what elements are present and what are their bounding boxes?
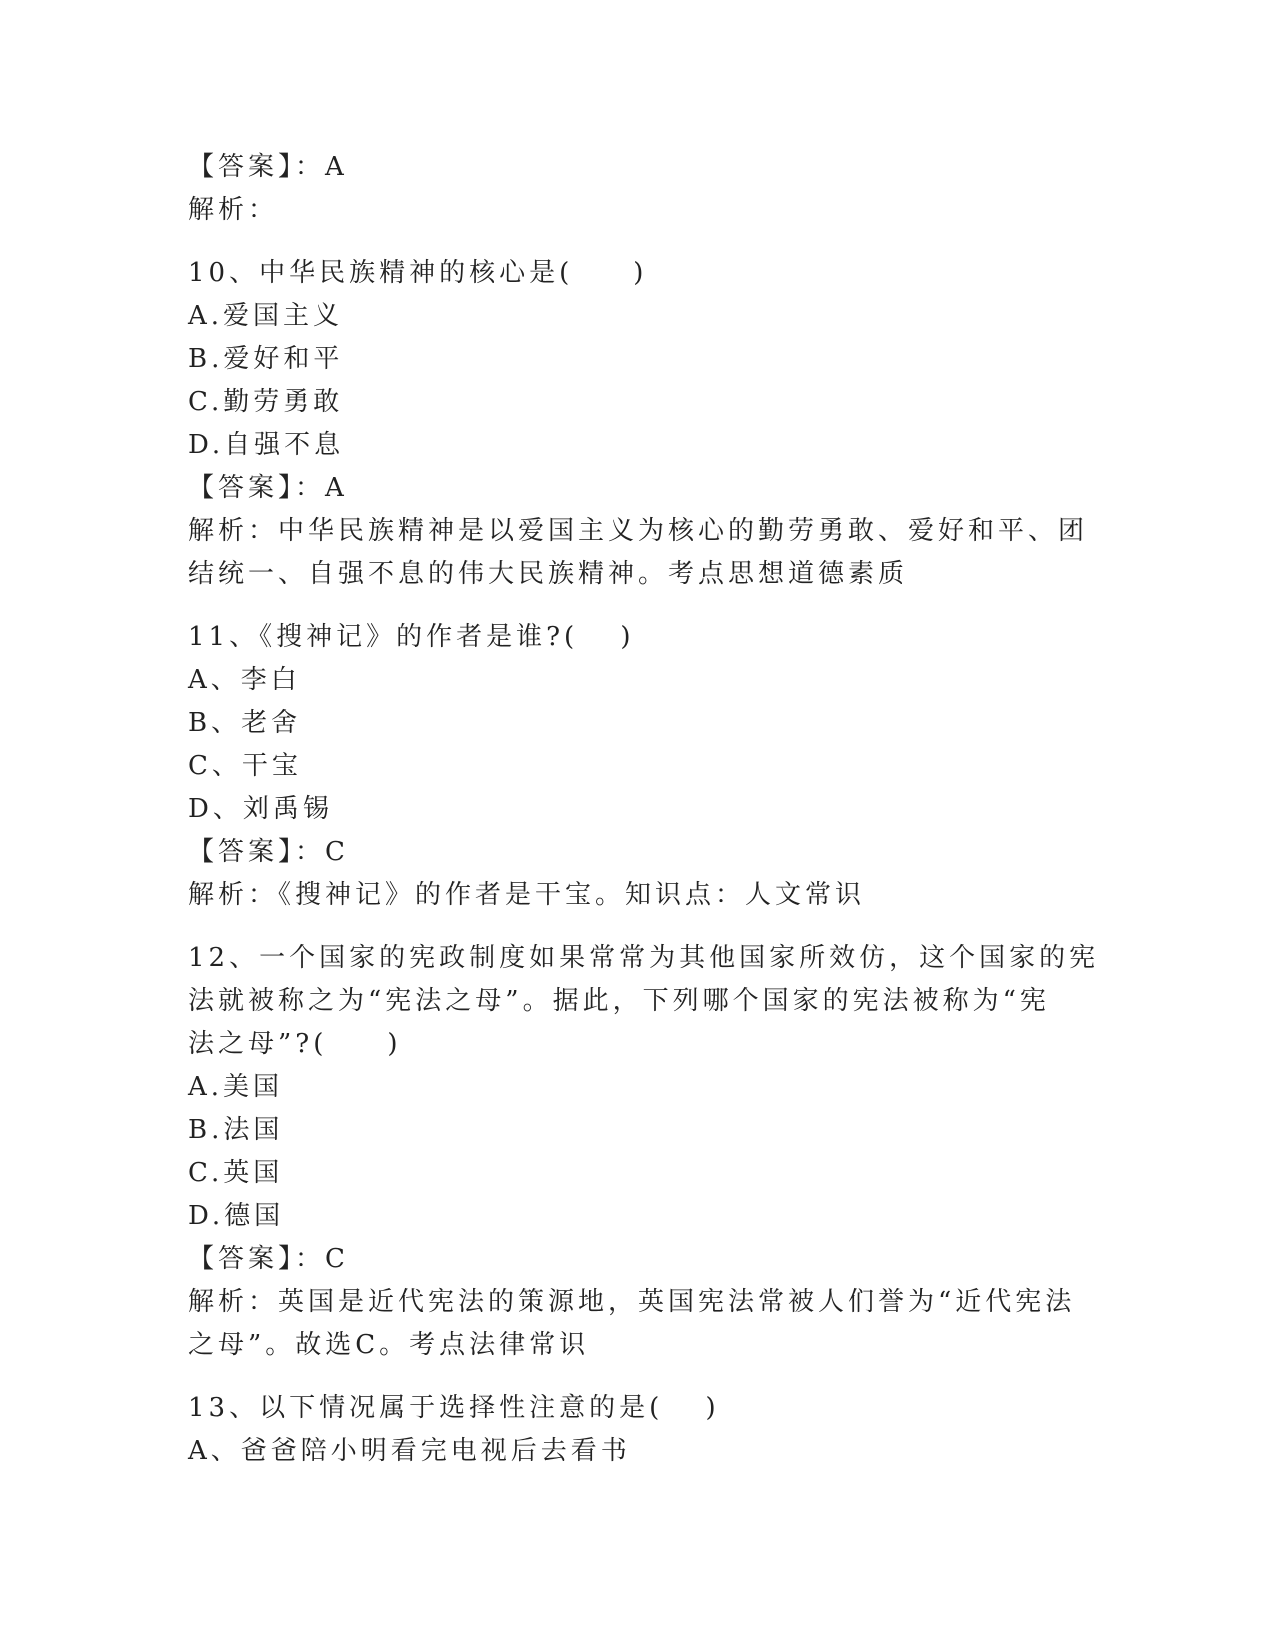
question-13 [188, 1387, 1058, 1473]
analysis-line: 解析：《搜神记》的作者是干宝。知识点：人文常识 [188, 880, 866, 910]
option-a: A、李白 [188, 665, 301, 695]
previous-answer: 【答案】：A [188, 152, 348, 182]
option-d: D.德国 [188, 1201, 285, 1231]
analysis-line: 结统一、自强不息的伟大民族精神。考点思想道德素质 [188, 559, 909, 589]
option-a: A.爱国主义 [188, 301, 344, 331]
option-c: C.勤劳勇敢 [188, 387, 344, 417]
answer: 【答案】：C [188, 1244, 349, 1274]
analysis-line: 之母”。故选C。考点法律常识 [188, 1330, 590, 1360]
option-c: C、干宝 [188, 751, 302, 781]
analysis-line: 解析：中华民族精神是以爱国主义为核心的勤劳勇敢、爱好和平、团 [188, 516, 1089, 546]
answer: 【答案】：C [188, 837, 349, 867]
option-a: A、爸爸陪小明看完电视后去看书 [188, 1436, 631, 1466]
option-d: D、刘禹锡 [188, 794, 333, 824]
question-stem-line: 法之母”?( ) [188, 1029, 402, 1059]
answer: 【答案】：A [188, 473, 348, 503]
question-11 [188, 616, 1058, 917]
option-d: D.自强不息 [188, 430, 345, 460]
option-b: B.爱好和平 [188, 344, 344, 374]
analysis-line: 解析：英国是近代宪法的策源地，英国宪法常被人们誉为“近代宪法 [188, 1287, 1076, 1317]
question-stem: 10、中华民族精神的核心是( ) [188, 258, 648, 288]
question-12 [188, 937, 1100, 1367]
question-stem-line: 12、一个国家的宪政制度如果常常为其他国家所效仿，这个国家的宪 [188, 943, 1100, 973]
option-b: B.法国 [188, 1115, 284, 1145]
question-list [188, 146, 1100, 1473]
question-stem: 11、《搜神记》的作者是谁?( ) [188, 622, 635, 652]
question-10 [188, 252, 1089, 596]
previous-analysis: 解析： [188, 195, 279, 225]
question-stem: 13、以下情况属于选择性注意的是( ) [188, 1393, 720, 1423]
question-stem-line: 法就被称之为“宪法之母”。据此，下列哪个国家的宪法被称为“宪 [188, 986, 1050, 1016]
option-b: B、老舍 [188, 708, 302, 738]
option-a: A.美国 [188, 1072, 284, 1102]
option-c: C.英国 [188, 1158, 284, 1188]
